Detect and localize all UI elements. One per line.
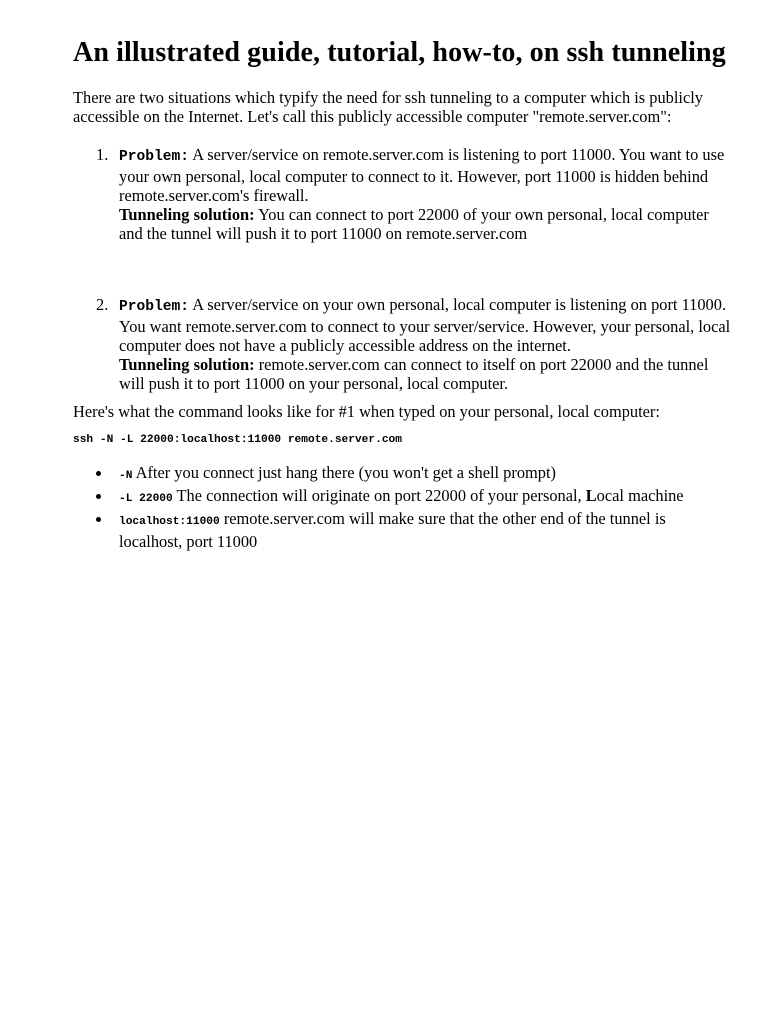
bullet-icon: [96, 494, 101, 499]
situation-item-1: [73, 145, 733, 243]
bullet-icon: [96, 471, 101, 476]
option-item-l: [73, 486, 733, 509]
page-title: An illustrated guide, tutorial, how-to, on ssh tunneling: [73, 37, 726, 68]
problem-text: A server/service on remote.server.com is listening to port 11000. You want to use your own personal, local computer to connect to it. However, port 11000 is hidden behind remote.server.com's firewall.: [119, 145, 725, 205]
solution-label: Tunneling solution:: [119, 205, 255, 224]
solution-text: remote.server.com can connect to itself on port 22000 and the tunnel will push it to port 11000 on your personal, local computer.: [119, 355, 709, 393]
list-number: 1.: [96, 145, 109, 164]
problem-text: A server/service on your own personal, local computer is listening on port 11000. You want remote.server.com to connect to your server/service. However, your personal, local computer does not have a publicly accessible address on the internet.: [119, 295, 731, 355]
intro-paragraph: There are two situations which typify the need for ssh tunneling to a computer which is publicly accessible on the Internet. Let's call this publicly accessible computer "remote.server.com":: [73, 88, 703, 126]
option-item-localhost: [73, 509, 733, 551]
problem-label: Problem:: [119, 149, 190, 165]
option-emphasis: L: [585, 486, 597, 505]
bullet-icon: [96, 517, 101, 522]
command-intro: Here's what the command looks like for #1 when typed on your personal, local computer:: [73, 402, 660, 421]
option-flag: localhost:11000: [119, 516, 220, 528]
situations-list: [73, 145, 733, 393]
problem-label: Problem:: [119, 299, 190, 315]
options-list: [73, 463, 733, 551]
option-flag: -N: [119, 470, 133, 482]
situation-item-2: [73, 295, 733, 393]
option-text: After you connect just hang there (you won't get a shell prompt): [132, 463, 556, 482]
command-line: ssh -N -L 22000:localhost:11000 remote.server.com: [73, 434, 402, 446]
document-page: [73, 36, 733, 551]
solution-label: Tunneling solution:: [119, 355, 255, 374]
option-flag: -L 22000: [119, 493, 173, 505]
option-text: The connection will originate on port 22000 of your personal,: [172, 486, 586, 505]
option-item-n: [73, 463, 733, 486]
list-number: 2.: [96, 295, 109, 314]
option-text-after: ocal machine: [596, 486, 684, 505]
solution-text: You can connect to port 22000 of your own personal, local computer and the tunnel will push it to port 11000 on remote.server.com: [119, 205, 709, 243]
option-text: remote.server.com will make sure that the other end of the tunnel is localhost, port 11000: [119, 509, 666, 551]
